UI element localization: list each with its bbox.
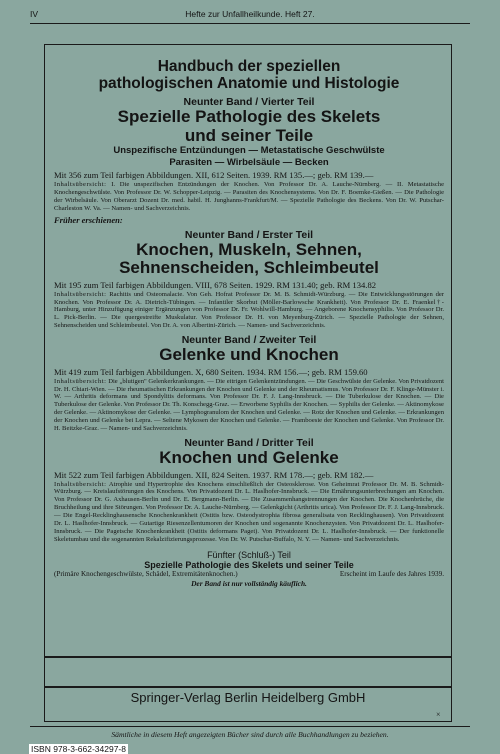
volume-4-subtitle-line-2: Parasiten — Wirbelsäule — Becken [169, 156, 329, 168]
availability-notice: Sämtliche in diesem Heft angezeigten Bücher sind durch alle Buchhandlungen zu beziehen. [111, 730, 389, 739]
volume-4-subtitle-line-1: Unspezifische Entzündungen — Metastatische Geschwülste [113, 145, 385, 156]
volume-5-title: Spezielle Pathologie des Skelets und seiner Teile [144, 559, 354, 570]
volume-1-title [54, 241, 444, 278]
header-rule [30, 23, 470, 24]
main-title-line-1: Handbuch der speziellen [157, 58, 341, 75]
volume-2-band: Neunter Band / Zweiter Teil [181, 334, 317, 347]
volume-5-entry [54, 550, 444, 588]
toc-text: Die „blutigen" Gelenkerkrankungen. — Die eitrigen Gelenkentzündungen. — Die Geschwülste der Gelenke. Von Privatdozent Dr. H. Chiari-Wien. — Die rheumatischen Erkrankungen der Knochen und Gelenke und der Rheumatismus. Von Professor Dr. F. Klinge-Münster i. W. — Arthritis deformans und Spondylitis deformans. Von Professor Dr. F. J. Lang-Innsbruck. — Die Tuberkulose der Knochen. — Die Tuberkulose der Gelenke. Von Professor Dr. Th. Konschegg-Graz. — Erworbene Syphilis der Knochen. — Syphilis der Gelenke. — Aktinomykose der Gelenke. — Aktinomykose der Gelenke. — Lymphogranulom der Knochen und Gelenke. — Rotz der Knochen und Gelenke. — Erkrankungen der Knochen und Gelenke bei Lepra. — Seltene Mykosen der Knochen und Gelenke. — Framboesie der Knochen und Gelenke. Von Professor Dr. H. Beitzke-Graz. — Namen- und Sachverzeichnis. [54, 377, 444, 433]
volume-5-contents: (Primäre Knochengeschwülste, Schädel, Extremitätenknochen.) [54, 569, 238, 578]
previously-published: Früher erschienen: [54, 214, 123, 225]
volume-2-meta: Mit 419 zum Teil farbigen Abbildungen. X, 680 Seiten. 1934. RM 156.—; geb. RM 159.60 [54, 366, 368, 377]
volume-2-title-line-1: Gelenke und Knochen [159, 345, 339, 365]
isbn-label: ISBN 978-3-662-34297-8 [31, 744, 126, 754]
frame-divider-upper [45, 656, 451, 658]
volume-4-band: Neunter Band / Vierter Teil [183, 96, 315, 108]
volume-5-release: Erscheint im Laufe des Jahres 1939. [339, 569, 444, 578]
volume-3-title-line-1: Knochen und Gelenke [159, 448, 339, 467]
volume-3-entry [54, 437, 444, 544]
volume-1-title-line-1: Knochen, Muskeln, Sehnen, [136, 239, 362, 259]
x-mark: × [436, 710, 441, 719]
running-title: Hefte zur Unfallheilkunde. Heft 27. [185, 9, 315, 19]
volume-1-toc [54, 291, 444, 331]
volume-2-title [54, 346, 444, 365]
volume-2-toc [54, 378, 444, 433]
main-title-line-2: pathologischen Anatomie und Histologie [98, 75, 400, 92]
volume-1-band: Neunter Band / Erster Teil [184, 228, 314, 241]
volume-4-title [54, 108, 444, 145]
toc-label: Inhaltsübersicht: [54, 181, 107, 188]
frame-divider-lower [45, 686, 451, 688]
volume-1-entry [54, 229, 444, 331]
volume-5-details [54, 570, 444, 579]
volume-3-toc [54, 481, 444, 544]
toc-label: Inhaltsübersicht: [54, 480, 107, 488]
volume-4-toc [54, 181, 444, 213]
volume-5-note: Der Band ist nur vollständig käuflich. [191, 578, 307, 588]
toc-label: Inhaltsübersicht: [54, 290, 107, 298]
volume-3-meta: Mit 522 zum Teil farbigen Abbildungen. XII, 824 Seiten. 1937. RM 178.—; geb. RM 182.— [54, 469, 374, 480]
publisher-imprint: Springer-Verlag Berlin Heidelberg GmbH [130, 690, 366, 705]
volume-3-title [54, 449, 444, 468]
volume-4-title-line-2: und seiner Teile [184, 125, 314, 145]
toc-text: I. Die unspezifischen Entzündungen der Knochen. Von Professor Dr. A. Lauche-Nürnberg. — II. Metastatische Knochengeschwülste. Von Professor Dr. W. Schopper-Leipzig. — Parasiten des Knochensystems. Von Dr. F. Boemke-Gießen. — Die Pathologie der Wirbelsäule. Von Oberarzt Dozent Dr. med. habil. H. Junghanns-Frankfurt/M. — Spezielle Pathologie des Beckens. Von Dr. W. Putschar-Charleston W. Va. — Namen- und Sachverzeichnis. [54, 181, 444, 212]
volume-5-band: Fünfter (Schluß-) Teil [207, 549, 291, 560]
toc-text: Rachitis und Osteomalacie. Von Geh. Hofrat Professor Dr. M. B. Schmidt-Würzburg. — Die Entwicklungsstörungen der Knochen. Von Professor Dr. A. Dietrich-Tübingen. — Infantiler Skorbut (Möller-Barlowsche Krankheit). Von Professor Dr. E. Fraenkel†-Hamburg, unter Hinzufügung einiger Ergänzungen von Professor Dr. Fr. Wohlwill-Hamburg. — Angeborene Knochensyphilis. Von Professor Dr. L. Pick-Berlin. — Die quergestreifte Muskulatur. Von Professor Dr. H. von Meyenburg-Zürich. — Spezielle Pathologie der Sehnen, Sehnenscheiden und Schleimbeutel. Von Dr. A. von Albertini-Zürich. — Namen- und Sachverzeichnis. [54, 290, 444, 330]
toc-label: Inhaltsübersicht: [54, 377, 107, 385]
advertisement-content [54, 54, 444, 588]
volume-1-meta: Mit 195 zum Teil farbigen Abbildungen. VIII, 678 Seiten. 1929. RM 131.40; geb. RM 134.82 [54, 279, 377, 290]
toc-text: Atrophie und Hypertrophie des Knochens einschließlich der Osteosklerose. Von Geheimrat Professor Dr. M. B. Schmidt-Würzburg. — Kreislaufstörungen des Knochens. Von Privatdozent Dr. L. Haslhofer-Innsbruck. — Die Ernährungsunterbrechungen am Knochen. Von Professor Dr. G. Axhausen-Berlin und Dr. E. Bergmann-Berlin. — Die Zusammenhangstrennungen der Knochen. Die Knochenbrüche, die Bruchheilung und ihre Störungen. Von Professor Dr. A. Lauche-Nürnberg. — Gelenkgicht (Arthritis urica). Von Professor Dr. F. J. Lang-Innsbruck. — Die Engel-Recklinghausensche Knochenkrankheit (Ostitis bzw. Osteodystrophia fibrosa generalisata von Recklinghausen). Von Privatdozent Dr. L. Haslhofer-Innsbruck. — Gutartige Riesenzellentumoren der Knochen und sogenannte Knochenzysten. Von Privatdozent Dr. L. Haslhofer-Innsbruck. — Die Pagetsche Knochenkrankheit (Ostitis deformans Paget). Von Privatdozent Dr. L. Haslhofer-Innsbruck. — Der funktionelle Skeletumbau und die sogenannten Rekalzifizierungsprozesse. Von Dr. W. Putschar-Buffalo, N. Y. — Namen- und Sachverzeichnis. [54, 480, 444, 543]
main-title [54, 58, 444, 92]
volume-4-subtitle [54, 145, 444, 168]
volume-1-title-line-2: Sehnenscheiden, Schleimbeutel [119, 258, 379, 278]
page-number: IV [30, 9, 39, 19]
volume-4-meta: Mit 356 zum Teil farbigen Abbildungen. XII, 612 Seiten. 1939. RM 135.—; geb. RM 139.— [54, 170, 374, 180]
volume-3-band: Neunter Band / Dritter Teil [184, 437, 314, 449]
volume-4-title-line-1: Spezielle Pathologie des Skelets [117, 107, 381, 126]
volume-4-entry [54, 96, 444, 213]
notice-rule [30, 726, 470, 727]
volume-2-entry [54, 334, 444, 433]
